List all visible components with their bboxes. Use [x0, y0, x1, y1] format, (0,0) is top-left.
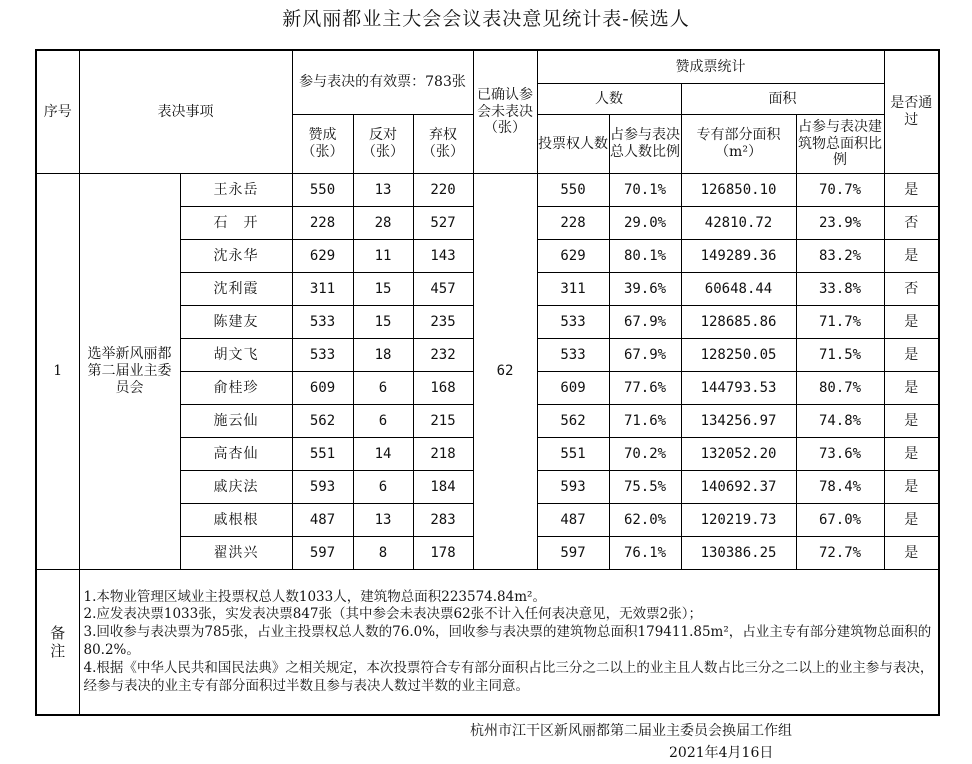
- voter-count: 562: [537, 405, 609, 438]
- abstain-count: 527: [413, 207, 473, 240]
- pass-result: 是: [884, 537, 939, 570]
- abstain-count: 215: [413, 405, 473, 438]
- private-area: 60648.44: [681, 273, 796, 306]
- abstain-count: 218: [413, 438, 473, 471]
- candidate-name: 陈建友: [180, 306, 292, 339]
- abstain-count: 168: [413, 372, 473, 405]
- private-area: 134256.97: [681, 405, 796, 438]
- area-ratio: 70.7%: [796, 174, 884, 207]
- approve-count: 597: [292, 537, 353, 570]
- header-area-ratio: 占参与表决建筑物总面积比例: [796, 115, 884, 174]
- area-ratio: 72.7%: [796, 537, 884, 570]
- people-ratio: 39.6%: [609, 273, 681, 306]
- area-ratio: 78.4%: [796, 471, 884, 504]
- voter-count: 487: [537, 504, 609, 537]
- note-item: 3.回收参与表决票为785张，占业主投票权总人数的76.0%，回收参与表决票的建筑物总面积179411.85m²，占业主专有部分建筑物总面积的80.2%。: [83, 624, 932, 658]
- oppose-count: 11: [353, 240, 413, 273]
- header-people: 人数: [537, 84, 681, 115]
- header-approval-stats: 赞成票统计: [537, 50, 884, 84]
- pass-result: 是: [884, 339, 939, 372]
- people-ratio: 71.6%: [609, 405, 681, 438]
- voter-count: 228: [537, 207, 609, 240]
- approve-count: 550: [292, 174, 353, 207]
- oppose-count: 6: [353, 405, 413, 438]
- voter-count: 533: [537, 306, 609, 339]
- pass-result: 是: [884, 405, 939, 438]
- header-pass: 是否通过: [884, 50, 939, 174]
- notes-label: 备注: [36, 570, 79, 716]
- matter-name: 选举新风丽都第二届业主委员会: [79, 174, 180, 570]
- pass-result: 是: [884, 372, 939, 405]
- people-ratio: 70.2%: [609, 438, 681, 471]
- private-area: 130386.25: [681, 537, 796, 570]
- header-oppose: 反对（张）: [353, 115, 413, 174]
- people-ratio: 76.1%: [609, 537, 681, 570]
- footer-date: 2021年4月16日: [669, 745, 774, 761]
- confirmed-absent-count: 62: [473, 174, 537, 570]
- private-area: 126850.10: [681, 174, 796, 207]
- page-title: 新风丽都业主大会会议表决意见统计表-候选人: [282, 8, 690, 30]
- pass-result: 是: [884, 306, 939, 339]
- approve-count: 533: [292, 339, 353, 372]
- header-voter-count: 投票权人数: [537, 115, 609, 174]
- oppose-count: 6: [353, 471, 413, 504]
- area-ratio: 83.2%: [796, 240, 884, 273]
- oppose-count: 8: [353, 537, 413, 570]
- people-ratio: 67.9%: [609, 306, 681, 339]
- abstain-count: 143: [413, 240, 473, 273]
- voter-count: 550: [537, 174, 609, 207]
- oppose-count: 14: [353, 438, 413, 471]
- approve-count: 562: [292, 405, 353, 438]
- private-area: 132052.20: [681, 438, 796, 471]
- approve-count: 551: [292, 438, 353, 471]
- notes-content: [79, 570, 939, 716]
- oppose-count: 13: [353, 174, 413, 207]
- candidate-name: 俞桂珍: [180, 372, 292, 405]
- candidate-name: 胡文飞: [180, 339, 292, 372]
- pass-result: 是: [884, 504, 939, 537]
- area-ratio: 33.8%: [796, 273, 884, 306]
- matter-seq: 1: [36, 174, 79, 570]
- area-ratio: 74.8%: [796, 405, 884, 438]
- header-confirmed-absent: 已确认参会未表决（张）: [473, 50, 537, 174]
- candidate-name: 石 开: [180, 207, 292, 240]
- voter-count: 551: [537, 438, 609, 471]
- approve-count: 593: [292, 471, 353, 504]
- header-matter: 表决事项: [79, 50, 292, 174]
- header-private-area: 专有部分面积（m²）: [681, 115, 796, 174]
- candidate-name: 沈利霞: [180, 273, 292, 306]
- private-area: 140692.37: [681, 471, 796, 504]
- voter-count: 593: [537, 471, 609, 504]
- pass-result: 是: [884, 438, 939, 471]
- footer-organization: 杭州市江干区新风丽都第二届业主委员会换届工作组: [470, 723, 792, 739]
- candidate-name: 沈永华: [180, 240, 292, 273]
- private-area: 144793.53: [681, 372, 796, 405]
- oppose-count: 18: [353, 339, 413, 372]
- abstain-count: 184: [413, 471, 473, 504]
- oppose-count: 28: [353, 207, 413, 240]
- header-valid-votes: 参与表决的有效票：783张: [292, 50, 473, 115]
- people-ratio: 29.0%: [609, 207, 681, 240]
- note-item: 4.根据《中华人民共和国民法典》之相关规定，本次投票符合专有部分面积占比三分之二以上的业主且人数占比三分之二以上的业主参与表决，经参与表决的业主专有部分面积过半数且参与表决人数过半数的业主同意。: [83, 659, 934, 694]
- private-area: 128250.05: [681, 339, 796, 372]
- voter-count: 629: [537, 240, 609, 273]
- private-area: 120219.73: [681, 504, 796, 537]
- abstain-count: 178: [413, 537, 473, 570]
- note-item: 2.应发表决票1033张，实发表决票847张（其中参会未表决票62张不计入任何表决意见，无效票2张）；: [83, 606, 703, 623]
- pass-result: 否: [884, 207, 939, 240]
- area-ratio: 80.7%: [796, 372, 884, 405]
- table-row: [36, 174, 939, 207]
- candidate-name: 翟洪兴: [180, 537, 292, 570]
- oppose-count: 15: [353, 306, 413, 339]
- private-area: 128685.86: [681, 306, 796, 339]
- header-approve: 赞成（张）: [292, 115, 353, 174]
- voter-count: 311: [537, 273, 609, 306]
- header-area: 面积: [681, 84, 884, 115]
- candidate-name: 戚庆法: [180, 471, 292, 504]
- private-area: 149289.36: [681, 240, 796, 273]
- people-ratio: 75.5%: [609, 471, 681, 504]
- voter-count: 533: [537, 339, 609, 372]
- pass-result: 是: [884, 240, 939, 273]
- people-ratio: 62.0%: [609, 504, 681, 537]
- candidate-rows: [36, 174, 939, 570]
- oppose-count: 15: [353, 273, 413, 306]
- approve-count: 487: [292, 504, 353, 537]
- private-area: 42810.72: [681, 207, 796, 240]
- approve-count: 228: [292, 207, 353, 240]
- abstain-count: 457: [413, 273, 473, 306]
- oppose-count: 13: [353, 504, 413, 537]
- voter-count: 597: [537, 537, 609, 570]
- area-ratio: 71.5%: [796, 339, 884, 372]
- pass-result: 否: [884, 273, 939, 306]
- approve-count: 629: [292, 240, 353, 273]
- abstain-count: 283: [413, 504, 473, 537]
- people-ratio: 70.1%: [609, 174, 681, 207]
- oppose-count: 6: [353, 372, 413, 405]
- header-people-ratio: 占参与表决总人数比例: [609, 115, 681, 174]
- pass-result: 是: [884, 174, 939, 207]
- candidate-name: 施云仙: [180, 405, 292, 438]
- people-ratio: 77.6%: [609, 372, 681, 405]
- area-ratio: 71.7%: [796, 306, 884, 339]
- vote-statistics-table: [35, 49, 940, 716]
- abstain-count: 232: [413, 339, 473, 372]
- area-ratio: 73.6%: [796, 438, 884, 471]
- abstain-count: 235: [413, 306, 473, 339]
- area-ratio: 23.9%: [796, 207, 884, 240]
- pass-result: 是: [884, 471, 939, 504]
- note-item: 1.本物业管理区域业主投票权总人数1033人，建筑物总面积223574.84m²。: [83, 588, 546, 605]
- candidate-name: 戚根根: [180, 504, 292, 537]
- approve-count: 311: [292, 273, 353, 306]
- header-abstain: 弃权（张）: [413, 115, 473, 174]
- area-ratio: 67.0%: [796, 504, 884, 537]
- candidate-name: 高杏仙: [180, 438, 292, 471]
- people-ratio: 67.9%: [609, 339, 681, 372]
- candidate-name: 王永岳: [180, 174, 292, 207]
- voter-count: 609: [537, 372, 609, 405]
- people-ratio: 80.1%: [609, 240, 681, 273]
- approve-count: 609: [292, 372, 353, 405]
- abstain-count: 220: [413, 174, 473, 207]
- header-seq: 序号: [36, 50, 79, 174]
- approve-count: 533: [292, 306, 353, 339]
